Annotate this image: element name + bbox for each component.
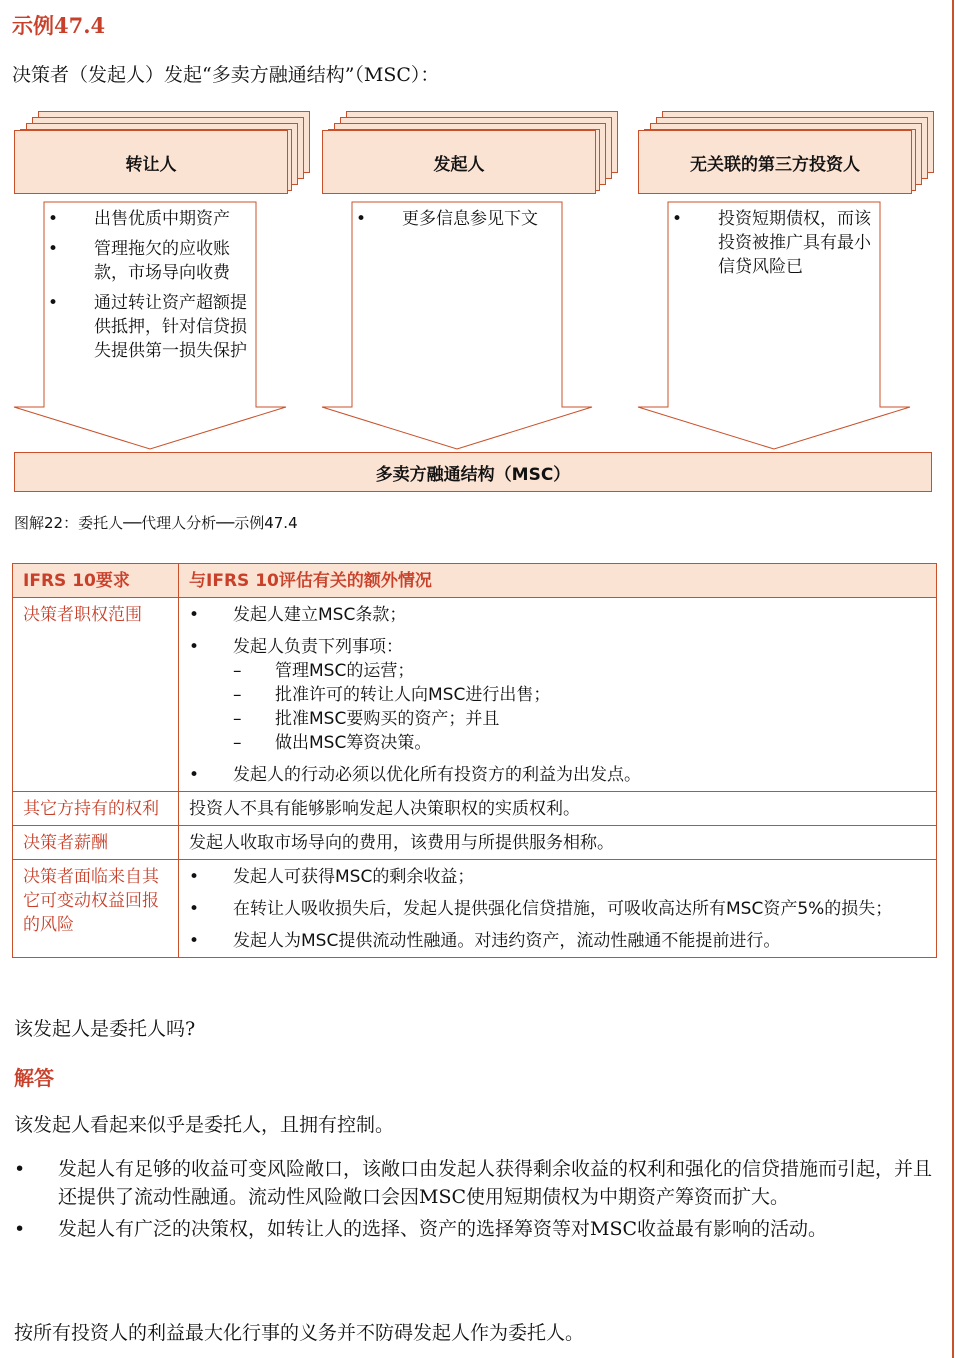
msc-target-box: 多卖方融通结构（MSC） (14, 452, 932, 492)
list-item: • 发起人的行动必须以优化所有投资方的利益为出发点。 (189, 765, 641, 785)
example-title: 示例47.4 (12, 13, 106, 38)
list-item: • 发起人建立MSC条款； (189, 605, 407, 625)
list-item: • 发起人可获得MSC的剩余收益； (189, 867, 475, 887)
sub-item: – 批准许可的转让人向MSC进行出售； (233, 685, 551, 705)
party-box-third-party-investor: 无关联的第三方投资人 (638, 130, 912, 194)
row-label: 决策者职权范围 (13, 598, 179, 792)
row-content (179, 860, 937, 958)
row-label: 决策者面临来自其它可变动权益回报的风险 (13, 860, 179, 958)
table-row (13, 792, 937, 826)
row-label: 决策者薪酬 (13, 826, 179, 860)
sponsor-bullets (356, 207, 566, 237)
transferor-bullets (48, 207, 258, 369)
list-item: • 发起人有广泛的决策权，如转让人的选择、资产的选择筹资等对MSC收益最有影响的活动。 (14, 1218, 828, 1240)
answer-paragraph: 该发起人看起来似乎是委托人，且拥有控制。 (14, 1114, 395, 1136)
answer-title: 解答 (14, 1066, 54, 1090)
sub-item: – 做出MSC筹资决策。 (233, 733, 432, 753)
list-item: • 管理拖欠的应收账款，市场导向收费 (48, 239, 230, 283)
list-item: • 投资短期债权，而该投资被推广具有最小信贷风险已 (672, 209, 871, 277)
sub-item: – 批准MSC要购买的资产；并且 (233, 709, 500, 729)
row-content (179, 598, 937, 792)
investor-bullets (672, 207, 882, 285)
row-content: 投资人不具有能够影响发起人决策职权的实质权利。 (179, 792, 937, 826)
table-header-cell: 与IFRS 10评估有关的额外情况 (179, 564, 937, 598)
down-arrow-sponsor (322, 202, 592, 449)
list-item: • 发起人为MSC提供流动性融通。对违约资产，流动性融通不能提前进行。 (189, 931, 781, 951)
table-row (13, 860, 937, 958)
list-item: • 在转让人吸收损失后，发起人提供强化信贷措施，可吸收高达所有MSC资产5%的损失； (189, 899, 893, 919)
answer-bullets (14, 1155, 939, 1247)
list-item: • 更多信息参见下文 (356, 209, 538, 229)
row-label: 其它方持有的权利 (13, 792, 179, 826)
answer-conclusion: 按所有投资人的利益最大化行事的义务并不防碍发起人作为委托人。 (14, 1322, 585, 1344)
row-content: 发起人收取市场导向的费用，该费用与所提供服务相称。 (179, 826, 937, 860)
table-row (13, 598, 937, 792)
table-row (13, 826, 937, 860)
table-header-row (13, 564, 937, 598)
question-text: 该发起人是委托人吗? (14, 1018, 196, 1040)
diagram (0, 105, 950, 500)
sub-item: – 管理MSC的运营； (233, 661, 415, 681)
intro-text: 决策者（发起人）发起“多卖方融通结构”（MSC）： (12, 64, 440, 86)
right-margin-rule (952, 0, 954, 1358)
party-box-transferor: 转让人 (14, 130, 288, 194)
list-item: • 发起人有足够的收益可变风险敞口，该敞口由发起人获得剩余收益的权利和强化的信贷措施而引起，并且还提供了流动性融通。流动性风险敞口会因MSC使用短期债权为中期资产筹资而扩大。 (14, 1158, 933, 1208)
table-header-cell: IFRS 10要求 (13, 564, 179, 598)
party-box-sponsor: 发起人 (322, 130, 596, 194)
list-item: • 发起人负责下列事项： (189, 637, 403, 657)
list-item: • 出售优质中期资产 (48, 209, 230, 229)
requirements-table (12, 563, 937, 958)
figure-caption: 图解22：委托人──代理人分析──示例47.4 (14, 514, 298, 532)
list-item: • 通过转让资产超额提供抵押，针对信贷损失提供第一损失保护 (48, 293, 247, 361)
